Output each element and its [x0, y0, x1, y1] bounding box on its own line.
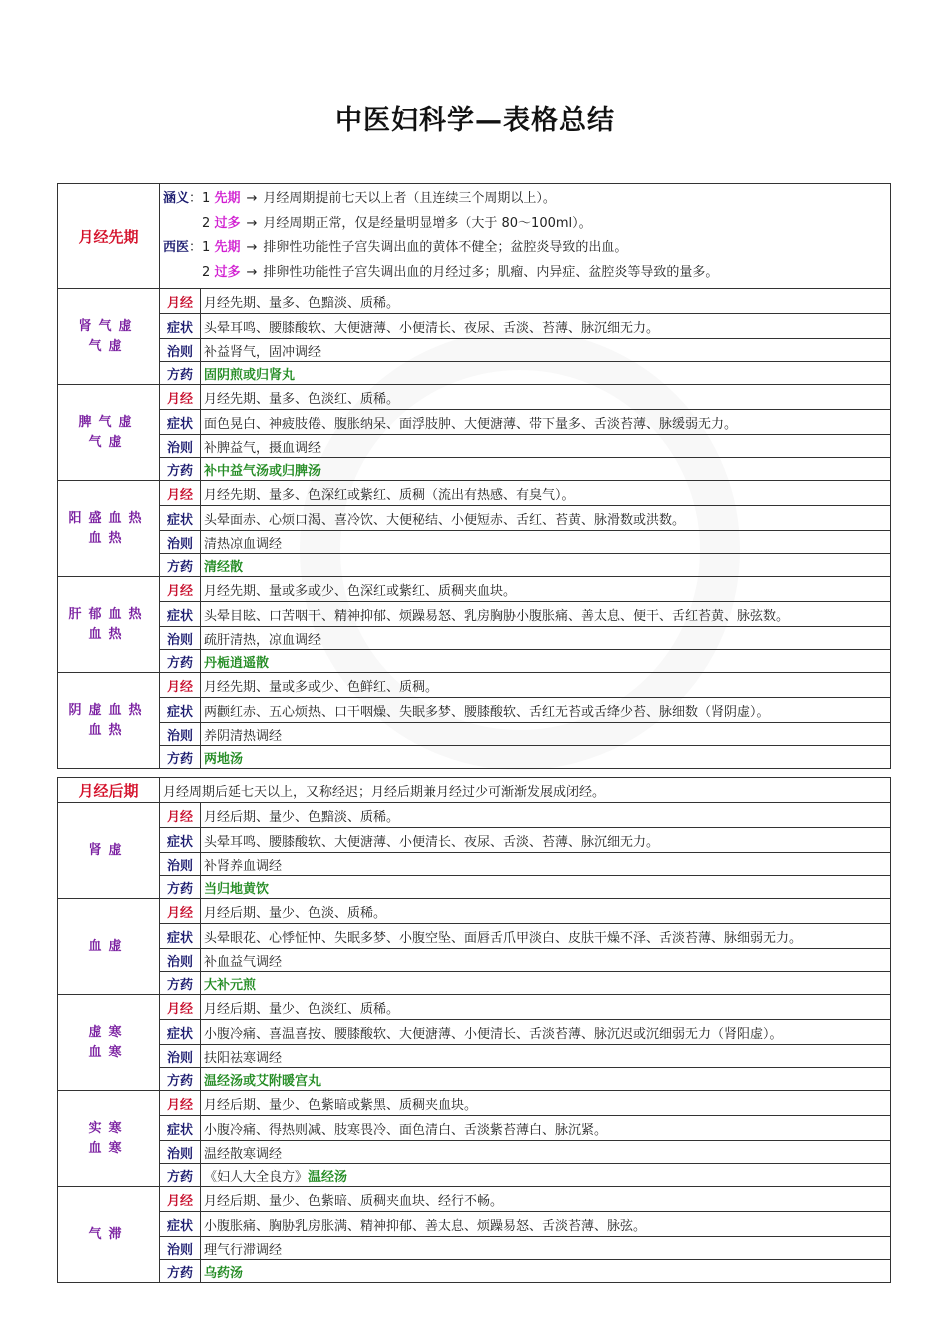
- row-value-yj: 月经后期、量少、色淡红、质稀。: [201, 995, 891, 1020]
- prescription-source: 《妇人大全良方》: [204, 1169, 309, 1185]
- row-label-zz: 症状: [160, 506, 201, 531]
- row-label-zz: 症状: [160, 410, 201, 435]
- prescription-name: 丹栀逍遥散: [204, 655, 270, 671]
- arrow-icon: →: [246, 215, 258, 231]
- definition-number: 2: [202, 264, 211, 280]
- row-value-yj: 月经先期、量或多或少、色鲜红、质稠。: [201, 673, 891, 698]
- pattern-name-sub: 气虚: [88, 338, 129, 354]
- row-value-fy: [201, 972, 891, 995]
- definition-key: 西医: [163, 240, 190, 255]
- row-label-zf: 治则: [160, 531, 201, 554]
- row-value-fy: [201, 362, 891, 385]
- row-value-zz: 头晕面赤、心烦口渴、喜冷饮、大便秘结、小便短赤、舌红、苔黄、脉滑数或洪数。: [201, 506, 891, 531]
- row-label-zf: 治则: [160, 853, 201, 876]
- row-value-fy: [201, 1164, 891, 1187]
- row-value-zz: 头晕眼花、心悸怔忡、失眠多梦、小腹空坠、面唇舌爪甲淡白、皮肤干燥不泽、舌淡苔薄、脉细弱无力。: [201, 924, 891, 949]
- definition-line: [163, 187, 887, 212]
- row-label-yj: 月经: [160, 481, 201, 506]
- row-label-zf: 治则: [160, 949, 201, 972]
- definition-text: 排卵性功能性子宫失调出血的月经过多；肌瘤、内异症、盆腔炎等导致的量多。: [263, 264, 719, 280]
- row-label-fy: 方药: [160, 1068, 201, 1091]
- definition-term: 过多: [214, 264, 241, 280]
- pattern-name-main: 肝郁血热: [68, 606, 149, 622]
- pattern-name-main: 实寒: [88, 1120, 129, 1136]
- row-value-zf: 温经散寒调经: [201, 1141, 891, 1164]
- pattern-name-main: 阴虚血热: [68, 702, 149, 718]
- row-value-yj: 月经后期、量少、色紫暗或紫黑、质稠夹血块。: [201, 1091, 891, 1116]
- row-value-zz: 面色晃白、神疲肢倦、腹胀纳呆、面浮肢肿、大便溏薄、带下量多、舌淡苔薄、脉缓弱无力。: [201, 410, 891, 435]
- row-value-fy: [201, 1260, 891, 1283]
- table1-heading: 月经先期: [58, 184, 160, 289]
- definition-line: [163, 212, 887, 237]
- row-value-fy: [201, 876, 891, 899]
- row-value-fy: [201, 1068, 891, 1091]
- row-label-zz: 症状: [160, 314, 201, 339]
- row-value-zf: 疏肝清热，凉血调经: [201, 627, 891, 650]
- row-value-zz: 两颧红赤、五心烦热、口干咽燥、失眠多梦、腰膝酸软、舌红无苔或舌绛少苔、脉细数（肾阴虚）。: [201, 698, 891, 723]
- pattern-name-sub: 血热: [88, 722, 129, 738]
- definition-term: 先期: [214, 240, 241, 255]
- definition-number: 2: [202, 215, 211, 231]
- row-value-zf: 补肾养血调经: [201, 853, 891, 876]
- row-label-zz: 症状: [160, 1020, 201, 1045]
- row-label-yj: 月经: [160, 1091, 201, 1116]
- prescription-name: 清经散: [204, 559, 244, 575]
- definition-term: 过多: [214, 215, 241, 231]
- prescription-name: 大补元煎: [204, 977, 257, 993]
- definition-key: 涵义: [163, 191, 190, 206]
- pattern-name: [58, 577, 160, 673]
- row-value-zz: 头晕耳鸣、腰膝酸软、大便溏薄、小便清长、夜尿、舌淡、苔薄、脉沉细无力。: [201, 314, 891, 339]
- definition-colon: ：: [189, 240, 203, 255]
- row-label-zz: 症状: [160, 1212, 201, 1237]
- row-value-zz: 小腹冷痛、喜温喜按、腰膝酸软、大便溏薄、小便清长、舌淡苔薄、脉沉迟或沉细弱无力（肾阳虚）。: [201, 1020, 891, 1045]
- row-value-yj: 月经后期、量少、色淡、质稀。: [201, 899, 891, 924]
- row-label-zz: 症状: [160, 1116, 201, 1141]
- pattern-name: [58, 899, 160, 995]
- table-early-menstruation: [57, 183, 891, 769]
- row-value-fy: [201, 458, 891, 481]
- row-label-yj: 月经: [160, 995, 201, 1020]
- definition-term: 先期: [214, 191, 241, 206]
- row-label-fy: 方药: [160, 746, 201, 769]
- row-label-fy: 方药: [160, 876, 201, 899]
- prescription-name: 固阴煎或归肾丸: [204, 367, 296, 383]
- row-label-fy: 方药: [160, 458, 201, 481]
- prescription-name: 当归地黄饮: [204, 881, 270, 897]
- definition-text: 月经周期提前七天以上者（且连续三个周期以上）。: [263, 191, 556, 206]
- row-label-yj: 月经: [160, 289, 201, 314]
- pattern-name-main: 阳盛血热: [68, 510, 149, 526]
- definition-colon: [189, 265, 202, 280]
- row-label-fy: 方药: [160, 650, 201, 673]
- pattern-name-main: 脾气虚: [78, 414, 139, 430]
- row-value-zz: 小腹冷痛、得热则减、肢寒畏冷、面色清白、舌淡紫苔薄白、脉沉紧。: [201, 1116, 891, 1141]
- table2-definition: 月经周期后延七天以上，又称经迟；月经后期兼月经过少可渐渐发展成闭经。: [160, 778, 891, 803]
- pattern-name-sub: 气虚: [88, 434, 129, 450]
- row-value-zz: 头晕耳鸣、腰膝酸软、大便溏薄、小便清长、夜尿、舌淡、苔薄、脉沉细无力。: [201, 828, 891, 853]
- pattern-name: [58, 289, 160, 385]
- row-value-zz: 小腹胀痛、胸胁乳房胀满、精神抑郁、善太息、烦躁易怒、舌淡苔薄、脉弦。: [201, 1212, 891, 1237]
- definition-line: [163, 236, 887, 261]
- definition-number: 1: [202, 191, 211, 206]
- row-label-zf: 治则: [160, 627, 201, 650]
- pattern-name-main: 气滞: [88, 1226, 129, 1242]
- row-value-fy: [201, 746, 891, 769]
- definition-number: 1: [202, 240, 211, 255]
- row-value-zf: 补脾益气，摄血调经: [201, 435, 891, 458]
- prescription-name: 补中益气汤或归脾汤: [204, 463, 322, 479]
- row-value-yj: 月经先期、量或多或少、色深红或紫红、质稠夹血块。: [201, 577, 891, 602]
- row-label-fy: 方药: [160, 1164, 201, 1187]
- pattern-name-main: 肾气虚: [78, 318, 139, 334]
- pattern-name: [58, 803, 160, 899]
- row-label-yj: 月经: [160, 899, 201, 924]
- row-value-yj: 月经后期、量少、色黯淡、质稀。: [201, 803, 891, 828]
- page-title: 中医妇科学—表格总结: [335, 105, 615, 136]
- pattern-name-sub: 血热: [88, 530, 129, 546]
- row-label-yj: 月经: [160, 1187, 201, 1212]
- pattern-name-sub: 血寒: [88, 1044, 129, 1060]
- row-label-zf: 治则: [160, 435, 201, 458]
- row-label-yj: 月经: [160, 803, 201, 828]
- definition-colon: [189, 216, 202, 231]
- arrow-icon: →: [246, 240, 258, 255]
- definition-colon: ：: [189, 191, 203, 206]
- row-label-zf: 治则: [160, 723, 201, 746]
- pattern-name: [58, 995, 160, 1091]
- row-label-zf: 治则: [160, 1141, 201, 1164]
- row-label-yj: 月经: [160, 385, 201, 410]
- pattern-name-sub: 血寒: [88, 1140, 129, 1156]
- table1-definitions: [160, 184, 891, 289]
- row-label-fy: 方药: [160, 1260, 201, 1283]
- table-late-menstruation: [57, 777, 891, 1283]
- row-value-zf: 扶阳祛寒调经: [201, 1045, 891, 1068]
- row-label-zf: 治则: [160, 1045, 201, 1068]
- prescription-name: 温经汤或艾附暖宫丸: [204, 1073, 322, 1089]
- row-value-yj: 月经后期、量少、色紫暗、质稠夹血块、经行不畅。: [201, 1187, 891, 1212]
- row-label-zf: 治则: [160, 1237, 201, 1260]
- row-label-zf: 治则: [160, 339, 201, 362]
- table2-heading: 月经后期: [58, 778, 160, 803]
- row-label-yj: 月经: [160, 673, 201, 698]
- row-value-fy: [201, 650, 891, 673]
- row-value-zf: 理气行滞调经: [201, 1237, 891, 1260]
- row-label-fy: 方药: [160, 554, 201, 577]
- pattern-name: [58, 673, 160, 769]
- pattern-name: [58, 1187, 160, 1283]
- pattern-name-sub: 血热: [88, 626, 129, 642]
- row-value-zf: 清热凉血调经: [201, 531, 891, 554]
- definition-text: 排卵性功能性子宫失调出血的黄体不健全；盆腔炎导致的出血。: [263, 240, 628, 255]
- row-value-zf: 补益肾气，固冲调经: [201, 339, 891, 362]
- row-value-yj: 月经先期、量多、色黯淡、质稀。: [201, 289, 891, 314]
- row-label-zz: 症状: [160, 828, 201, 853]
- row-label-zz: 症状: [160, 602, 201, 627]
- row-label-yj: 月经: [160, 577, 201, 602]
- pattern-name-main: 肾虚: [88, 842, 129, 858]
- row-value-fy: [201, 554, 891, 577]
- arrow-icon: →: [246, 191, 258, 206]
- row-label-fy: 方药: [160, 972, 201, 995]
- row-label-fy: 方药: [160, 362, 201, 385]
- prescription-name: 乌药汤: [204, 1265, 244, 1281]
- row-label-zz: 症状: [160, 924, 201, 949]
- row-value-yj: 月经先期、量多、色深红或紫红、质稠（流出有热感、有臭气）。: [201, 481, 891, 506]
- definition-text: 月经周期正常，仅是经量明显增多（大于 80～100ml）。: [263, 215, 592, 231]
- pattern-name-main: 虚寒: [88, 1024, 129, 1040]
- row-value-yj: 月经先期、量多、色淡红、质稀。: [201, 385, 891, 410]
- pattern-name-main: 血虚: [88, 938, 129, 954]
- row-value-zf: 补血益气调经: [201, 949, 891, 972]
- pattern-name: [58, 1091, 160, 1187]
- row-value-zz: 头晕目眩、口苦咽干、精神抑郁、烦躁易怒、乳房胸胁小腹胀痛、善太息、便干、舌红苔黄、脉弦数。: [201, 602, 891, 627]
- arrow-icon: →: [246, 264, 258, 280]
- definition-line: [163, 261, 887, 286]
- pattern-name: [58, 481, 160, 577]
- prescription-name: 温经汤: [308, 1169, 348, 1185]
- row-label-zz: 症状: [160, 698, 201, 723]
- pattern-name: [58, 385, 160, 481]
- row-value-zf: 养阴清热调经: [201, 723, 891, 746]
- prescription-name: 两地汤: [204, 751, 244, 767]
